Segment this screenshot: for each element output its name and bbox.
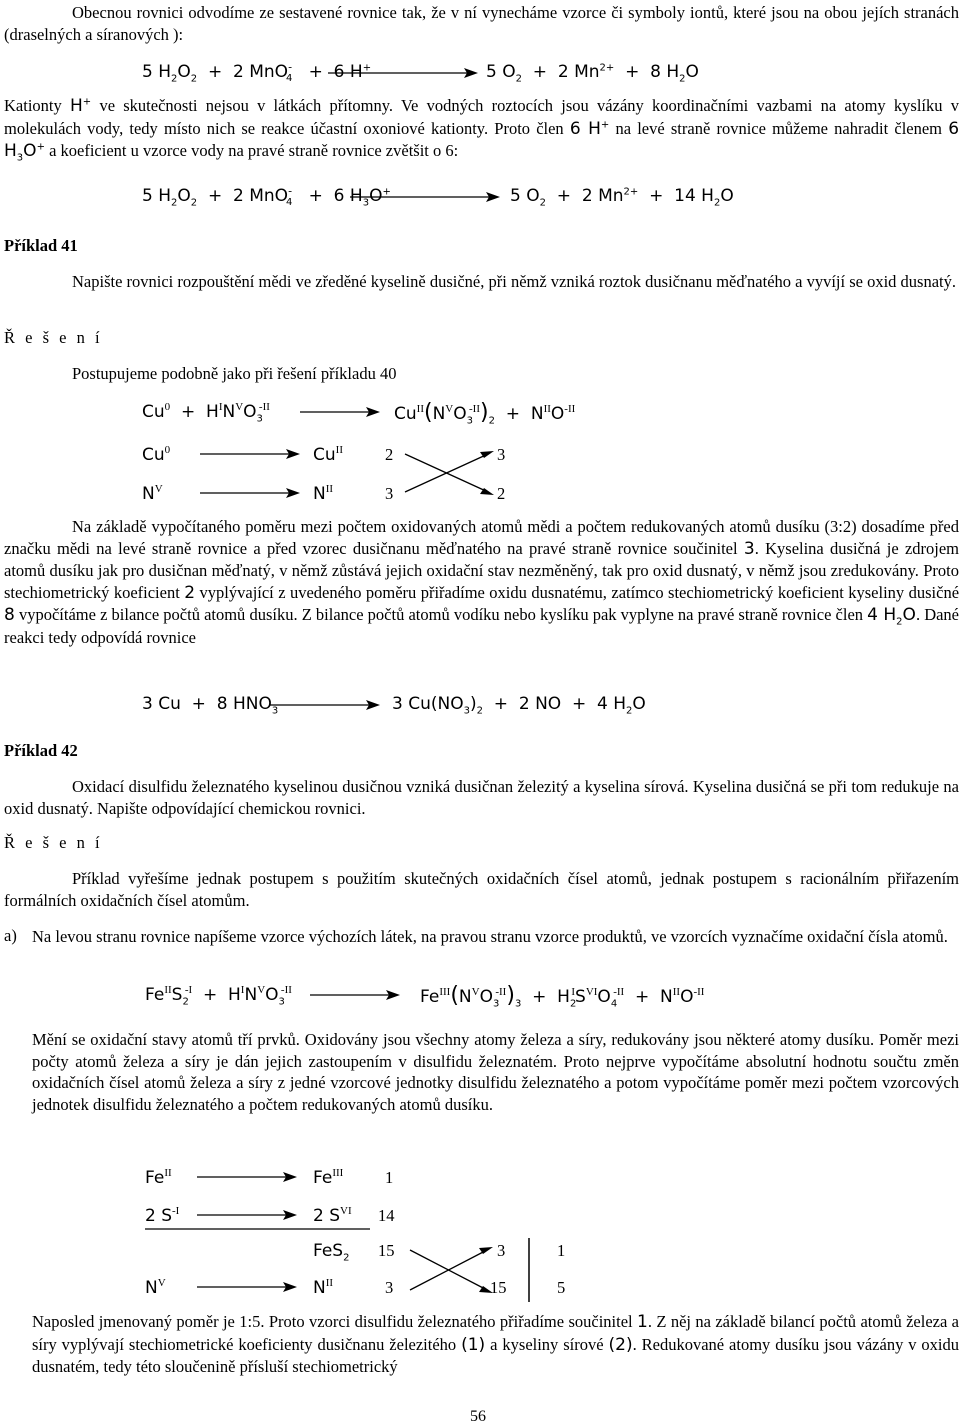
table-nII: $N^{II}$ (313, 1277, 334, 1298)
equation-1-left: 5 $H_2O_2 + 2$ MnO-$_4$ + 6 H+ (142, 60, 372, 85)
equation-4-left: $Fe^{II}S_2^{-I} + H^IN^VO_3^{-II}$ (145, 984, 292, 1008)
item-a-text: Na levou stranu rovnice napíšeme vzorce výchozích látek, na pravou stranu vzorce produktů, ve vzorcích vyznačíme oxidační čísla atomů. (32, 927, 948, 946)
table-value: 5 (557, 1278, 566, 1297)
table-s-right: 2 $S^{VI}$ (313, 1205, 352, 1226)
equation-2-right: 5 $O_2 + 2$ $Mn^{2+} + 14$ $H_2O$ (510, 186, 734, 209)
table-nV: $N^V$ (145, 1277, 166, 1298)
scheme-value: 3 (385, 484, 394, 503)
table-value: 15 (490, 1278, 507, 1297)
table-value: 3 (385, 1278, 394, 1297)
intro-paragraph-2: Kationty H+ ve skutečnosti nejsou v látkách přítomny. Ve vodných roztocích jsou vázány koordinačními vazbami na atomy kyslíku v molekulách vody, tedy místo nich se reakce účastní oxoniové kationty. Proto člen 6 H+ na levé straně rovnice můžeme nahradit členem 6 $H_3O^+$ a koeficient u vzorce vody na pravé straně rovnice zvětšit o 6: (4, 96, 960, 164)
scheme-value: 2 (497, 484, 506, 503)
table-value: 15 (378, 1241, 395, 1260)
scheme-value: 3 (497, 445, 506, 464)
example-41-explanation: Na základě vypočítaného poměru mezi počtem oxidovaných atomů mědi a počtem redukovaných atomů dusíku (3:2) dosadíme před značku mědi na levé straně rovnice a před vzorec dusičnanu měďnatého na pravé straně rovnice součinitel 3. Kyselina dusičná je zdrojem atomů dusíku jak pro dusičnan měďnatý, v němž zůstává jejich oxidační stav nezměněný, tak pro oxid dusnatý, v němž jsou zredukovány. Proto stechiometrický koeficient 2 vyplývající z uvedeného poměru přiřadíme oxidu dusnatému, zatímco stechiometrický koeficient kyseliny dusičné 8 vypočítáme z bilance počtů atomů dusíku. Z bilance počtů atomů vodíku nebo kyslíku pak vyplyne na pravé straně rovnice člen 4 $H_2O$. Dané reakci tedy odpovídá rovnice (4, 517, 960, 647)
scheme-nV: $N^V$ (142, 483, 163, 504)
sum-underline (145, 1228, 370, 1232)
table-value: 3 (497, 1241, 506, 1260)
table-value: 1 (557, 1241, 566, 1260)
cross-arrows (405, 1242, 500, 1298)
scheme-41-equation-right: $Cu^{II}(N^VO_3^{-II})_2 + N^{II}O^{-II}$ (394, 400, 576, 427)
solution-label: Ř e š e n í (4, 328, 103, 347)
example-41-heading: Příklad 41 (4, 236, 78, 255)
example-42-approach: Příklad vyřešíme jednak postupem s použitím skutečných oxidačních čísel atomů, jednak postupem s racionálním přiřazením formálních oxidačních čísel atomům. (4, 869, 959, 910)
equation-2-left: 5 $H_2O_2 + 2$ MnO-$_4$ + 6 $H_3O^+$ (142, 184, 391, 209)
scheme-nII: $N^{II}$ (313, 483, 334, 504)
equation-3-left: 3 Cu + 8 $HNO_3$ (142, 694, 279, 717)
solution-label: Ř e š e n í (4, 833, 103, 852)
page-number: 56 (470, 1408, 486, 1425)
scheme-41-equation-left: $Cu^0 + H^IN^VO_3^{-II}$ (142, 401, 270, 425)
cross-arrows (400, 446, 500, 500)
example-42-explanation: Mění se oxidační stavy atomů tří prvků. Oxidovány jsou všechny atomy železa a síry, redukovány jsou některé atomy dusíku. Poměr mezi počty atomů železa a síry je dán jejich zastoupením v disulfidu železnatém. Proto nejprve vypočítáme absolutní hodnotu součtu změn oxidačních čísel atomů železa a síry z jedné vzorcové jednotky disulfidu železnatého a potom vypočítáme poměr mezi počtem vzorcových jednotek disulfidu železnatého a počtem redukovaných atomů dusíku. (32, 1030, 959, 1114)
equation-3-right: 3 $Cu(NO_3)_2 + 2$ NO + 4 $H_2O$ (392, 694, 646, 717)
example-41-task: Napište rovnici rozpouštění mědi ve zředěné kyselině dusičné, při němž vzniká roztok dusičnanu měďnatého a vyvíjí se oxid dusnatý. (72, 272, 956, 291)
intro-paragraph-1: Obecnou rovnici odvodíme ze sestavené rovnice tak, že v ní vynecháme vzorce či symboly iontů, které jsou na obou jejích stranách (draselných a síranových ): (4, 3, 959, 44)
divider-line (527, 1238, 531, 1302)
example-42-task: Oxidací disulfidu železnatého kyselinou dusičnou vzniká dusičnan železitý a kyselina sírová. Kyselina dusičná se při tom redukuje na oxid dusnatý. Napište odpovídající chemickou rovnici. (4, 777, 959, 818)
scheme-cuII: $Cu^{II}$ (313, 444, 343, 465)
item-a-marker: a) (4, 926, 17, 945)
table-fe-right: $Fe^{III}$ (313, 1167, 344, 1188)
example-42-heading: Příklad 42 (4, 741, 78, 760)
table-value: 1 (385, 1168, 394, 1187)
scheme-value: 2 (385, 445, 394, 464)
equation-1-right: 5 $O_2 + 2$ $Mn^{2+} + 8$ $H_2O$ (486, 62, 699, 85)
table-fes2: FeS$_2$ (313, 1241, 350, 1264)
example-42-final-paragraph: Naposled jmenovaný poměr je 1:5. Proto vzorci disulfidu železnatého přiřadíme součinitel 1. Z něj na základě bilancí počtů atomů železa a síry vyplývají stechiometrické koeficienty dusičnanu železitého (1) a kyseliny sírové (2). Redukované atomy dusíku jsou vázány v oxidu dusnatém, tedy této sloučenině přísluší stechiometrický (32, 1312, 960, 1376)
scheme-cu0: Cu$^0$ (142, 444, 171, 465)
table-fe-left: $Fe^{II}$ (145, 1167, 172, 1188)
table-s-left: 2 $S^{-I}$ (145, 1205, 180, 1226)
approach-text: Postupujeme podobně jako při řešení příkladu 40 (72, 364, 397, 383)
equation-4-right: $Fe^{III}(N^VO_3^{-II})_3 + H_2^IS^{VI}O_4^{-II} + N^{II}O^{-II}$ (420, 983, 705, 1010)
table-value: 14 (378, 1206, 395, 1225)
